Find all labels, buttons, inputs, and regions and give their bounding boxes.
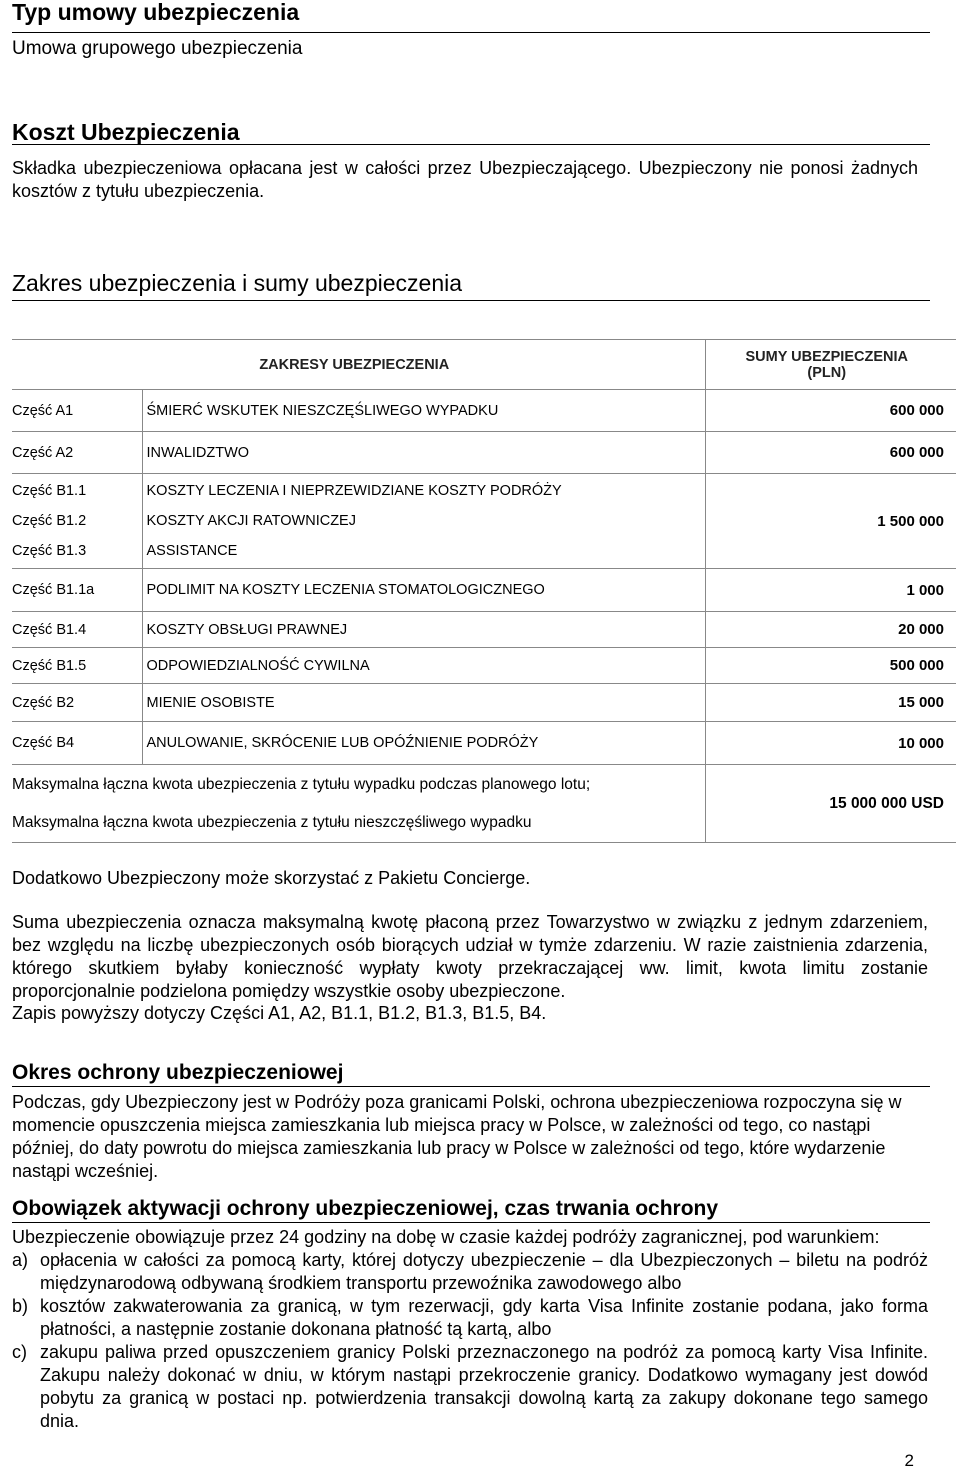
list-item-text: opłacenia w całości za pomocą karty, której dotyczy ubezpieczenie – dla Ubezpieczonych – biletu na podróż międzynarodową odbywaną środkiem transportu przewoźnika zawodowego albo xyxy=(40,1250,928,1293)
cost-section-header xyxy=(12,120,930,145)
period-section-header xyxy=(12,1060,930,1087)
scope-section-title: Zakres ubezpieczenia i sumy ubezpieczenia xyxy=(12,270,463,296)
table-row xyxy=(12,432,956,474)
row-sum: 10 000 xyxy=(705,722,956,765)
row-part: Część B1.5 xyxy=(12,648,142,684)
list-item xyxy=(12,1249,928,1295)
type-section-header xyxy=(12,0,930,33)
max-sum: 15 000 000 USD xyxy=(705,765,956,843)
activation-list xyxy=(12,1249,928,1433)
row-scope: KOSZTY AKCJI RATOWNICZEJ xyxy=(146,513,356,529)
row-scope: ŚMIERĆ WSKUTEK NIESZCZĘŚLIWEGO WYPADKU xyxy=(142,390,705,432)
table-row xyxy=(12,390,956,432)
table-row-group xyxy=(12,474,956,569)
activation-section-header xyxy=(12,1196,930,1223)
row-part-group xyxy=(12,474,142,569)
max-label xyxy=(12,765,705,843)
row-scope: ANULOWANIE, SKRÓCENIE LUB OPÓŹNIENIE PODRÓŻY xyxy=(142,722,705,765)
header-sum xyxy=(705,340,956,390)
list-item xyxy=(12,1295,928,1341)
type-section-value: Umowa grupowego ubezpieczenia xyxy=(12,38,303,59)
row-sum: 1 500 000 xyxy=(705,474,956,569)
activation-section-title: Obowiązek aktywacji ochrony ubezpieczeniowej, czas trwania ochrony xyxy=(12,1197,719,1220)
row-scope-group xyxy=(142,474,705,569)
header-scope: ZAKRESY UBEZPIECZENIA xyxy=(12,340,705,390)
type-section-title: Typ umowy ubezpieczenia xyxy=(12,0,300,25)
row-sum: 15 000 xyxy=(705,684,956,722)
table-row xyxy=(12,648,956,684)
header-sum-line2: (PLN) xyxy=(807,364,847,381)
row-scope: KOSZTY OBSŁUGI PRAWNEJ xyxy=(142,612,705,648)
list-item xyxy=(12,1341,928,1433)
row-part: Część B1.3 xyxy=(12,543,87,559)
row-scope: ODPOWIEDZIALNOŚĆ CYWILNA xyxy=(142,648,705,684)
scope-section-header xyxy=(12,270,930,301)
table-row xyxy=(12,612,956,648)
list-item-text: zakupu paliwa przed opuszczeniem granicy Polski przeznaczonego na podróż za pomocą karty Visa Infinite. Zakupu należy dokonać w dniu, w którym nastąpi przekroczenie granicy. Dodatkowo wymagany jest dowód pobytu za granicą w postaci np. potwierdzenia transakcji dowolną kartą za zakupy dokonane tego samego dnia. xyxy=(40,1342,928,1431)
list-marker: c) xyxy=(12,1342,27,1362)
list-marker: a) xyxy=(12,1250,29,1270)
list-marker: b) xyxy=(12,1296,29,1316)
row-part: Część B1.1 xyxy=(12,483,87,499)
max-line1: Maksymalna łączna kwota ubezpieczenia z tytułu wypadku podczas planowego lotu; xyxy=(12,775,591,793)
row-scope: INWALIDZTWO xyxy=(142,432,705,474)
row-sum: 20 000 xyxy=(705,612,956,648)
period-section-text: Podczas, gdy Ubezpieczony jest w Podróży poza granicami Polski, ochrona ubezpieczeniowa rozpoczyna się w momencie opuszczenia miejsca zamieszkania lub miejsca pracy w Polsce, w zależności od tego, co nastąpi później, do daty powrotu do miejsca zamieszkania lub pracy w Polsce w zależności od tego, które wydarzenie nastąpi wcześniej. xyxy=(12,1092,902,1181)
row-part: Część B1.2 xyxy=(12,513,87,529)
period-section-title: Okres ochrony ubezpieczeniowej xyxy=(12,1061,344,1084)
row-scope: PODLIMIT NA KOSZTY LECZENIA STOMATOLOGICZNEGO xyxy=(142,569,705,612)
sum-text-2: Zapis powyższy dotyczy Części A1, A2, B1.1, B1.2, B1.3, B1.5, B4. xyxy=(12,1003,547,1023)
concierge-text: Dodatkowo Ubezpieczony może skorzystać z Pakietu Concierge. xyxy=(12,868,531,888)
row-part: Część B1.1a xyxy=(12,569,142,612)
cost-section-text: Składka ubezpieczeniowa opłacana jest w całości przez Ubezpieczającego. Ubezpieczony nie ponosi żadnych kosztów z tytułu ubezpieczenia. xyxy=(12,158,918,201)
sum-text: Suma ubezpieczenia oznacza maksymalną kwotę płaconą przez Towarzystwo w związku z jednym zdarzeniem, bez względu na liczbę ubezpieczonych osób biorących udział w tymże zdarzeniu. W razie zaistnienia zdarzenia, którego skutkiem byłaby konieczność wypłaty kwoty przekraczającej ww. limit, kwota limitu zostanie proporcjonalnie podzielona pomiędzy wszystkie osoby ubezpieczone. xyxy=(12,912,928,1001)
coverage-table xyxy=(12,339,956,843)
row-scope: ASSISTANCE xyxy=(146,543,238,559)
header-sum-line1: SUMY UBEZPIECZENIA xyxy=(745,348,908,365)
row-part: Część B2 xyxy=(12,684,142,722)
activation-intro: Ubezpieczenie obowiązuje przez 24 godziny na dobę w czasie każdej podróży zagranicznej, pod warunkiem: xyxy=(12,1227,880,1247)
page-number: 2 xyxy=(904,1451,914,1470)
row-sum: 600 000 xyxy=(705,390,956,432)
row-part: Część A2 xyxy=(12,432,142,474)
row-part: Część A1 xyxy=(12,390,142,432)
table-row-max xyxy=(12,765,956,843)
row-scope: KOSZTY LECZENIA I NIEPRZEWIDZIANE KOSZTY PODRÓŻY xyxy=(146,483,562,499)
table-row xyxy=(12,722,956,765)
row-scope: MIENIE OSOBISTE xyxy=(142,684,705,722)
table-header-row xyxy=(12,340,956,390)
row-sum: 1 000 xyxy=(705,569,956,612)
row-sum: 500 000 xyxy=(705,648,956,684)
max-line2: Maksymalna łączna kwota ubezpieczenia z tytułu nieszczęśliwego wypadku xyxy=(12,813,532,831)
table-row xyxy=(12,684,956,722)
row-sum: 600 000 xyxy=(705,432,956,474)
row-part: Część B4 xyxy=(12,722,142,765)
list-item-text: kosztów zakwaterowania za granicą, w tym rezerwacji, gdy karta Visa Infinite zostanie podana, jako forma płatności, a następnie zostanie dokonana płatność tą kartą, albo xyxy=(40,1296,928,1339)
row-part: Część B1.4 xyxy=(12,612,142,648)
table-row xyxy=(12,569,956,612)
cost-section-title: Koszt Ubezpieczenia xyxy=(12,119,240,145)
